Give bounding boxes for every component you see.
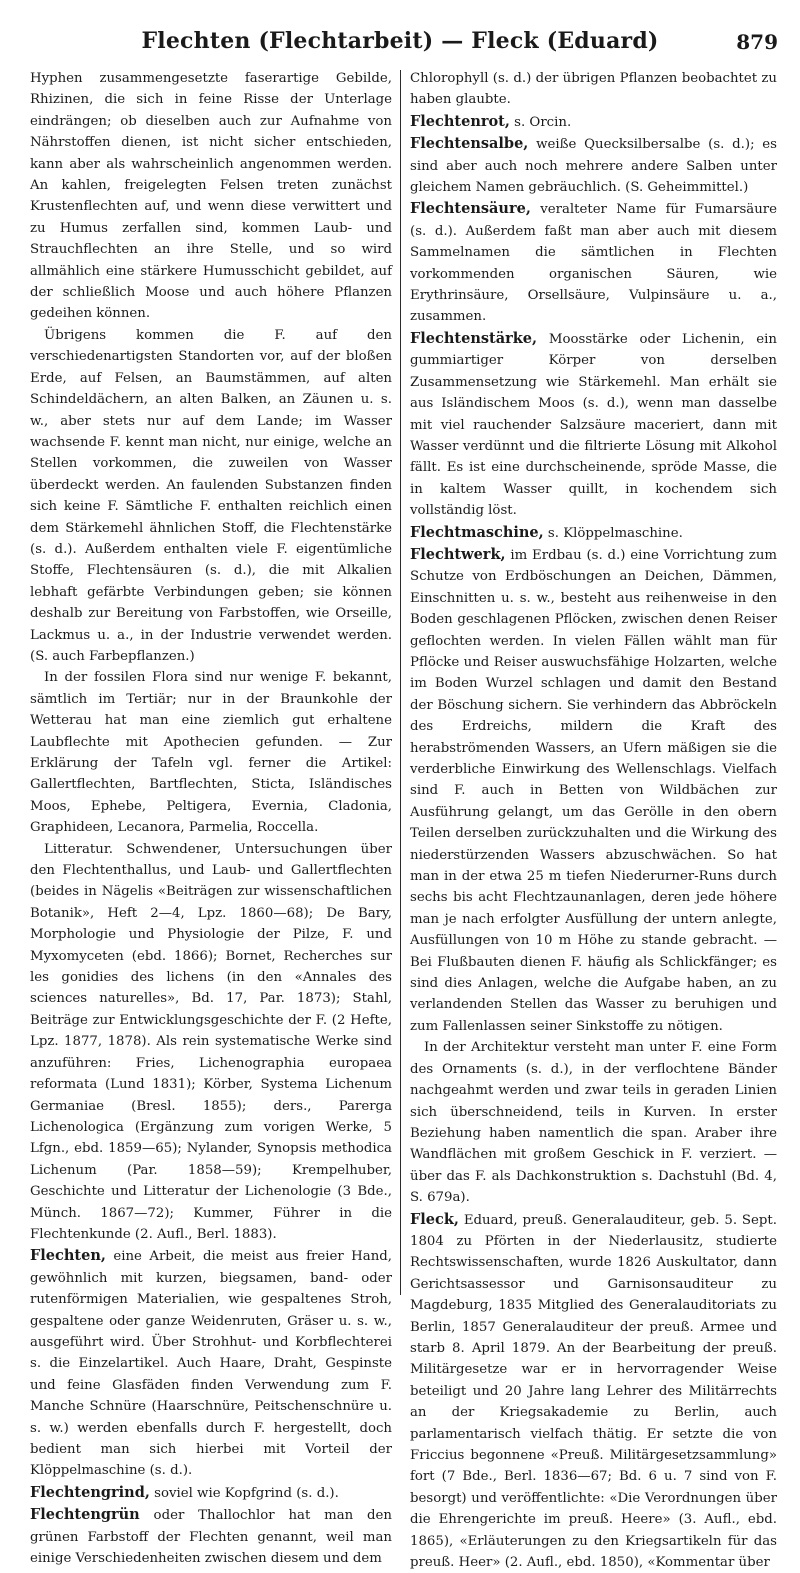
entry-text: s. Klöppelmaschine.: [543, 525, 683, 541]
paragraph: In der fossilen Flora sind nur wenige F. bekannt, sämtlich im Tertiär; nur in der Braunkohle der Wetterau hat man eine ziemlich gut erhaltene Laubflechte mit Apothecien gefunden. — Zur Erklärung der Tafeln vgl. ferner die Artikel: Gallertflechten, Bartflechten, Sticta, Isländisches Moos, Ephebe, Peltigera, Evernia, Cladonia, Graphideen, Lecanora, Parmelia, Roccella.: [30, 670, 392, 836]
entry-text: Eduard, preuß. Generalauditeur, geb. 5. Sept. 1804 zu Pförten in der Niederlausitz, studierte Rechtswissenschaften, wurde 1826 Auskultator, dann Gerichtsassessor und Garnisonsauditeur zu Magdeburg, 1835 Mitglied des Generalauditoriats zu Berlin, 1857 Generalauditeur der preuß. Armee und starb 8. April 1879. An der Bearbeitung der preuß. Militärgesetze war er in hervorragender Weise beteiligt und 20 Jahre lang Lehrer des Militärrechts an der Kriegsakademie zu Berlin, auch parlamentarisch vielfach thätig. Er setzte die von Friccius begonnene «Preuß. Militärgesetzsammlung» fort (7 Bde., Berl. 1836—67; Bd. 6 u. 7 sind von F. besorgt) und veröffentlichte: «Die Verordnungen über die Ehrengerichte im preuß. Heere» (3. Aufl., ebd. 1865), «Erläuterungen zu den Kriegsartikeln für das preuß. Heer» (2. Aufl., ebd. 1850), «Kommentar über: [410, 1212, 777, 1571]
entry-flechtenstaerke: [410, 328, 777, 522]
paragraph: Übrigens kommen die F. auf den verschiedenartigsten Standorten vor, auf der bloßen Erde, auf Felsen, an Baumstämmen, auf alten Schindeldächern, an alten Balken, an Zäunen u. s. w., aber stets nur auf dem Lande; im Wasser wachsende F. kennt man nicht, nur einige, welche an Stellen vorkommen, die zuweilen von Wasser überdeckt werden. An faulenden Substanzen finden sich keine F. Sämtliche F. enthalten reichlich einen dem Stärkemehl ähnlichen Stoff, die Flechtenstärke (s. d.). Außerdem enthalten viele F. eigentümliche Stoffe, Flechtensäuren (s. d.), die mit Alkalien lebhaft gefärbte Verbindungen geben; sie können deshalb zur Bereitung von Farbstoffen, wie Orseille, Lackmus u. a., in der Industrie verwendet werden. (S. auch Farbepflanzen.): [30, 327, 392, 664]
page-number: 879: [736, 30, 778, 54]
entry-text: oder Thallochlor hat man den grünen Farbstoff der Flechten genannt, weil man einige Verschiedenheiten zwischen diesem und dem: [30, 1508, 392, 1567]
bibliography-paragraph: Litteratur. Schwendener, Untersuchungen über den Flechtenthallus, und Laub- und Gallertflechten (beides in Nägelis «Beiträgen zur wissenschaftlichen Botanik», Heft 2—4, Lpz. 1860—68); De Bary, Morphologie und Physiologie der Pilze, F. und Myxomyceten (ebd. 1866); Bornet, Recherches sur les gonidies des lichens (in den «Annales des sciences naturelles», Bd. 17, Par. 1873); Stahl, Beiträge zur Entwicklungsgeschichte der F. (2 Hefte, Lpz. 1877, 1878). Als rein systematische Werke sind anzuführen: Fries, Lichenographia europaea reformata (Lund 1831); Körber, Systema Lichenum Germaniae (Bresl. 1855); ders., Parerga Lichenologica (Ergänzung zum vorigen Werke, 5 Lfgn., ebd. 1859—65); Nylander, Synopsis methodica Lichenum (Par. 1858—59); Krempelhuber, Geschichte und Litteratur der Lichenologie (3 Bde., Münch. 1867—72); Kummer, Führer in die Flechtenkunde (2. Aufl., Berl. 1883).: [30, 841, 392, 1242]
paragraph: In der Architektur versteht man unter F. eine Form des Ornaments (s. d.), in der verflochtene Bänder nachgeahmt werden und zwar teils in geraden Linien sich überschneidend, teils in Kurven. In erster Beziehung haben namentlich die span. Araber ihre Wandflächen mit großem Geschick in F. verziert. — über das F. als Dachkonstruktion s. Dachstuhl (Bd. 4, S. 679a).: [410, 1040, 777, 1206]
entry-flechten: [30, 1245, 392, 1481]
entry-text: eine Arbeit, die meist aus freier Hand, gewöhnlich mit kurzen, biegsamen, band- oder rutenförmigen Materialien, wie gespaltenes Stroh, gespaltene oder ganze Weidenruten, Gräser u. s. w., ausgeführt wird. Über Strohhut- und Korbflechterei s. die Einzelartikel. Auch Haare, Draht, Gespinste und feine Glasfäden finden Verwendung zum F. Manche Schnüre (Haarschnüre, Peitschenschnüre u. s. w.) werden ebenfalls durch F. hergestellt, doch bedient man sich hierbei mit Vorteil der Klöppelmaschine (s. d.).: [30, 1249, 392, 1479]
entry-flechtmaschine: [410, 522, 777, 544]
right-column: [410, 68, 777, 1571]
entry-headword: Fleck,: [410, 1210, 459, 1228]
entry-headword: Flechtensäure,: [410, 200, 531, 218]
entry-headword: Flechtensalbe,: [410, 135, 529, 153]
entry-headword: Flechtenstärke,: [410, 329, 538, 347]
left-column: [30, 68, 392, 1567]
entry-headword: Flechtwerk,: [410, 545, 506, 563]
entry-text: soviel wie Kopfgrind (s. d.).: [149, 1485, 339, 1501]
entry-flechtwerk: [410, 544, 777, 1037]
entry-flechtengruen: [30, 1504, 392, 1569]
entry-text: Moosstärke oder Lichenin, ein gummiartiger Körper von derselben Zusammensetzung wie Stärkemehl. Man erhält sie aus Isländischem Moos (s. d.), wenn man dasselbe mit viel rauchender Salzsäure maceriert, dann mit Wasser verdünnt und die filtrierte Lösung mit Alkohol fällt. Es ist eine durchscheinende, spröde Masse, die in kaltem Wasser quillt, in kochendem sich vollständig löst.: [410, 331, 777, 519]
entry-flechtengrind: [30, 1482, 392, 1504]
paragraph: Hyphen zusammengesetzte faserartige Gebilde, Rhizinen, die sich in feine Risse der Unterlage eindrängen; ob dieselben auch zur Aufnahme von Nährstoffen dienen, ist nicht sicher entschieden, kann aber als wahrscheinlich angenommen werden. An kahlen, freigelegten Felsen treten zunächst Krustenflechten auf, und wenn diese verwittert und zu Humus zerfallen sind, kommen Laub- und Strauchflechten an ihre Stelle, und so wird allmählich eine stärkere Humusschicht gebildet, auf der schließlich Moose und auch höhere Pflanzen gedeihen können.: [30, 71, 392, 322]
entry-flechtensalbe: [410, 133, 777, 198]
entry-text: s. Orcin.: [509, 114, 572, 130]
column-divider: [400, 70, 401, 1295]
page-header: [0, 28, 800, 64]
paragraph: Chlorophyll (s. d.) der übrigen Pflanzen beobachtet zu haben glaubte.: [410, 71, 777, 108]
entry-headword: Flechtengrün: [30, 1506, 140, 1524]
entry-headword: Flechten,: [30, 1247, 106, 1265]
entry-headword: Flechtenrot,: [410, 112, 510, 130]
entry-flechtensaeure: [410, 198, 777, 327]
running-title: Flechten (Flechtarbeit) — Fleck (Eduard): [141, 28, 659, 54]
entry-headword: Flechtengrind,: [30, 1483, 150, 1501]
entry-fleck: [410, 1209, 777, 1573]
entry-flechtenrot: [410, 111, 777, 133]
entry-text: weiße Quecksilbersalbe (s. d.); es sind aber auch noch mehrere andere Salben unter gleichem Namen gebräuchlich. (S. Geheimmittel.): [410, 137, 777, 196]
entry-text: veralteter Name für Fumarsäure (s. d.). Außerdem faßt man aber auch mit diesem Sammelnamen die sämtlichen in Flechten vorkommenden organischen Säuren, wie Erythrinsäure, Orsellsäure, Vulpinsäure u. a., zusammen.: [410, 202, 777, 325]
entry-text: im Erdbau (s. d.) eine Vorrichtung zum Schutze von Erdböschungen an Deichen, Dämmen, Einschnitten u. s. w., besteht aus reihenweise in den Boden geschlagenen Pflöcken, zwischen denen Reiser geflochten werden. In vielen Fällen wählt man für Pflöcke und Reiser auswuchsfähige Holzarten, welche im Boden Wurzel schlagen und damit den Bestand der Böschung sichern. Sie verhindern das Abbröckeln des Erdreichs, mildern die Kraft des herabströmenden Wassers, an Ufern mäßigen sie die verderbliche Einwirkung des Wellenschlags. Vielfach sind F. auch in Betten von Wildbächen zur Ausführung gelangt, um das Gerölle in den obern Teilen derselben zurückzuhalten und die Wirkung des niederstürzenden Wassers abzuschwächen. So hat man in der etwa 25 m tiefen Niederurner-Runs durch sechs bis acht Flechtzaunanlagen, deren jede höhere man je nach erfolgter Ausfüllung der untern anlegte, Ausfüllungen von 10 m Höhe zu stande gebracht. — Bei Flußbauten dienen F. häufig als Schlickfänger; es sind dies Anlagen, welche die Aufgabe haben, an zu verlandenden Stellen das Wasser zu beruhigen und zum Fallenlassen seiner Sinkstoffe zu nötigen.: [410, 547, 777, 1034]
entry-headword: Flechtmaschine,: [410, 523, 544, 541]
